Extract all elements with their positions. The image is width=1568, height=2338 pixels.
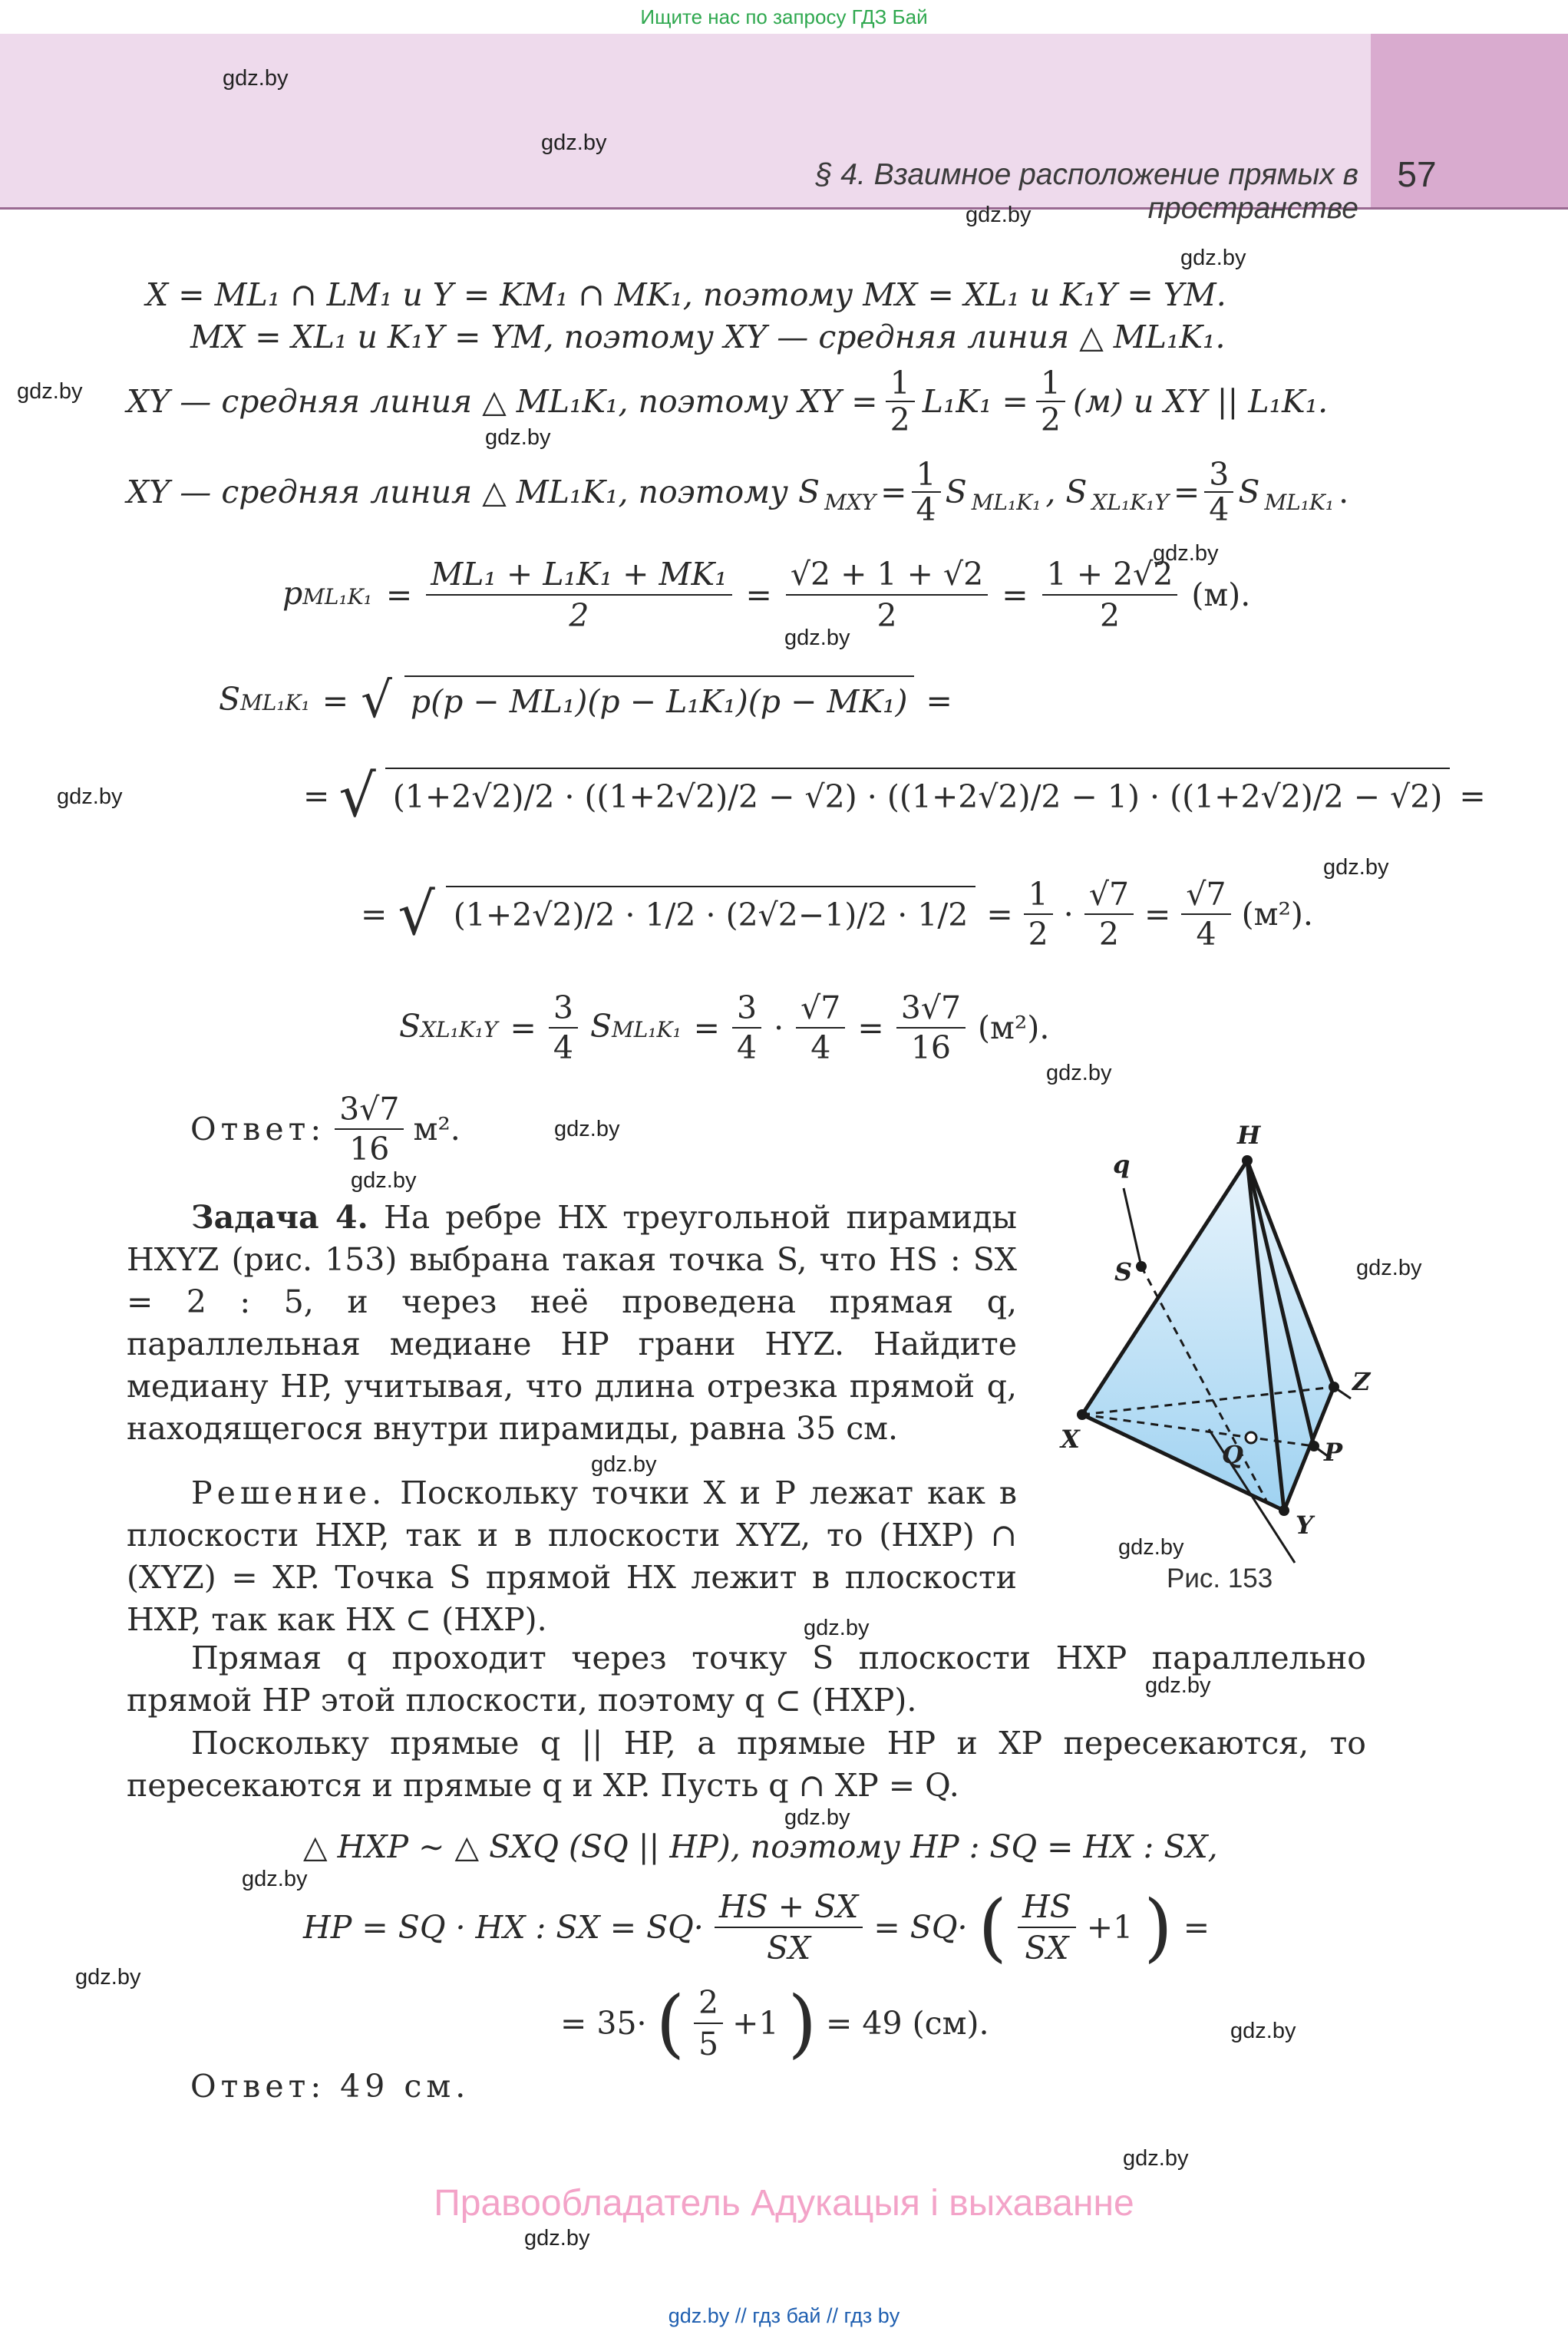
- fraction-sqrt7-half: [1084, 875, 1134, 953]
- fraction-quarter: [912, 457, 941, 527]
- fraction-den: 5: [698, 2026, 719, 2062]
- fraction-den: 16: [349, 1131, 390, 1167]
- watermark: gdz.by: [485, 425, 551, 450]
- fraction-three-quarters: [549, 989, 578, 1067]
- watermark: gdz.by: [966, 203, 1032, 227]
- task-4: [127, 1197, 1017, 1450]
- s-label: S: [589, 1007, 612, 1045]
- label-s: S: [1114, 1257, 1133, 1286]
- point-z: [1329, 1382, 1339, 1392]
- watermark: gdz.by: [804, 1616, 870, 1640]
- watermark: gdz.by: [242, 1867, 308, 1891]
- fraction-den: SX: [1025, 1930, 1069, 1966]
- watermark: gdz.by: [1145, 1673, 1211, 1698]
- watermark: gdz.by: [784, 1805, 850, 1830]
- label-y: Y: [1296, 1511, 1313, 1540]
- unit-m2: (м²).: [978, 1009, 1050, 1046]
- watermark: gdz.by: [1356, 1256, 1422, 1280]
- p-num: ML₁ + L₁K₁ + MK₁: [426, 554, 731, 596]
- fraction-result: [896, 989, 966, 1067]
- line4-sub: ML₁K₁: [971, 490, 1041, 515]
- fraction-den: SX: [766, 1930, 811, 1966]
- fraction-den: 4: [916, 491, 936, 528]
- figure-caption: Рис. 153: [1167, 1564, 1273, 1593]
- fraction-den: 2: [1028, 916, 1048, 953]
- line3-text-c: (м) и XY || L₁K₁.: [1072, 383, 1329, 420]
- watermark: gdz.by: [223, 66, 289, 91]
- answer-label: Ответ:: [190, 1111, 326, 1148]
- eq2-result: = 49 (см).: [826, 2005, 989, 2042]
- fraction-num: 1: [1036, 365, 1065, 402]
- heron-radicand-2: (1+2√2)/2 · ((1+2√2)/2 − √2) · ((1+2√2)/2 − 1) · ((1+2√2)/2 − √2): [385, 768, 1451, 824]
- fraction-den: 4: [553, 1029, 573, 1066]
- fraction-den: 2: [1098, 916, 1119, 953]
- fraction-den: 4: [810, 1029, 831, 1066]
- text-line-4: XY — средняя линия △ ML₁K₁, поэтому S MXY = $\frac{1}{4}$ S ML₁K₁ , S XL₁K₁Y = $\frac{3}{4}$ S ML₁K₁ .: [127, 456, 1349, 528]
- fraction-den: 4: [1196, 916, 1216, 953]
- fraction-half: [1024, 875, 1053, 953]
- watermark: gdz.by: [541, 130, 607, 155]
- pyramid-figure: [1059, 1113, 1443, 1574]
- line-q-outer: [1124, 1188, 1141, 1266]
- answer-2: Ответ: 49 см.: [190, 2068, 470, 2105]
- watermark: gdz.by: [1046, 1061, 1112, 1085]
- fraction-num: 3: [1204, 457, 1233, 493]
- line3-text-a: XY — средняя линия △ ML₁K₁, поэтому XY =: [127, 383, 878, 420]
- p-num-2: √2 + 1 + √2: [786, 554, 988, 596]
- fraction-three-quarters: [1204, 457, 1233, 527]
- page-number: 57: [1397, 154, 1437, 194]
- fraction-num: 1: [886, 365, 915, 402]
- label-h: H: [1237, 1121, 1261, 1150]
- line3-text-b: L₁K₁ =: [922, 383, 1028, 420]
- solution-p3: Поскольку прямые q || HP, а прямые HP и XP пересекаются, то пересекаются и прямые q и XP. Пусть q ∩ XP = Q.: [127, 1725, 1366, 1804]
- chapter-title: § 4. Взаимное расположение прямых в пространстве: [815, 158, 1358, 225]
- watermark: gdz.by: [1180, 246, 1246, 270]
- point-x: [1077, 1409, 1088, 1420]
- fraction-den: 16: [910, 1029, 951, 1066]
- p-label: p: [282, 574, 303, 612]
- answer-unit: м².: [413, 1111, 460, 1148]
- fraction-num: √7: [1181, 875, 1230, 915]
- label-x: X: [1061, 1425, 1080, 1454]
- p-den: 2: [569, 597, 589, 634]
- fraction-num: 1: [912, 457, 941, 493]
- fraction-num: 1: [1024, 875, 1053, 915]
- fraction-num: 3√7: [335, 1090, 404, 1130]
- equation-result: = 35· ( $\frac{2}{5}$ +1 ) = 49 (см).: [560, 1980, 989, 2066]
- solution-heading: Решение.: [191, 1474, 387, 1511]
- point-q: [1246, 1432, 1256, 1443]
- label-q: q: [1113, 1150, 1131, 1179]
- unit-meters: (м).: [1191, 576, 1251, 613]
- text-line-3: [127, 365, 1328, 438]
- fraction-num: HS + SX: [715, 1887, 863, 1928]
- fraction-num: 3√7: [896, 989, 966, 1029]
- p-fraction: [426, 554, 731, 636]
- watermark: gdz.by: [17, 379, 83, 404]
- watermark: gdz.by: [1323, 855, 1389, 880]
- fraction-num: √7: [1084, 875, 1134, 915]
- line4-text-e: , S: [1045, 474, 1088, 510]
- point-p: [1309, 1441, 1319, 1451]
- fraction-den: 4: [737, 1029, 758, 1066]
- formula-semiperimeter: pML₁K₁ = $\frac{\text{ML₁ + L₁K₁ + MK₁}}{2}$ = $\frac{√2 + 1 + √2}{2}$ = $\frac{1 + 2√2}{2}$ (м).: [282, 556, 1251, 634]
- fraction-den: 2: [1040, 401, 1061, 438]
- eq1-ratio: [1018, 1887, 1076, 1968]
- p-num-3: 1 + 2√2: [1042, 554, 1178, 596]
- label-q-point: Q: [1222, 1440, 1243, 1469]
- text-line-2: MX = XL₁ и K₁Y = YM, поэтому XY — средняя линия △ ML₁K₁.: [190, 319, 1226, 355]
- p-sub: ML₁K₁: [302, 583, 372, 609]
- label-p: P: [1324, 1438, 1343, 1467]
- watermark: gdz.by: [524, 2226, 590, 2250]
- p-fraction-3: [1042, 554, 1178, 636]
- line4-sub: ML₁K₁: [1264, 490, 1335, 515]
- solution-p2: Прямая q проходит через точку S плоскости HXP параллельно прямой HP этой плоскости, поэтому q ⊂ (HXP).: [127, 1640, 1366, 1719]
- label-z: Z: [1352, 1367, 1371, 1396]
- task-text: На ребре HX треугольной пирамиды HXYZ (рис. 153) выбрана такая точка S, что HS : SX = 2 : 5, и через неё проведена прямая q, параллельная медиане HP грани HYZ. Найдите медиану HP, учитывая, что длина отрезка прямой q, находящегося внутри пирамиды, равна 35 см.: [127, 1199, 1017, 1447]
- footer-links[interactable]: gdz.by // гдз бай // гдз by: [668, 2304, 900, 2327]
- fraction-den: 4: [1209, 491, 1230, 528]
- s-sub: ML₁K₁: [240, 689, 310, 715]
- unit-m2: (м²).: [1241, 896, 1313, 933]
- eq2-text-a: = 35·: [560, 2005, 647, 2042]
- answer-1: [190, 1090, 460, 1168]
- similarity-line: △ HXP ∼ △ SXQ (SQ || HP), поэтому HP : SQ = HX : SX,: [303, 1828, 1218, 1865]
- formula-area-result: SXL₁K₁Y = $\frac{3}{4}$ SML₁K₁ = $\frac{3}{4}$ · $\frac{√7}{4}$ = $\frac{3√7}{16}$ (м²).: [399, 989, 1050, 1066]
- watermark: gdz.by: [1153, 541, 1219, 566]
- watermark: gdz.by: [591, 1452, 657, 1477]
- formula-heron-1: SML₁K₁ = √ p(p − ML₁)(p − L₁K₁)(p − MK₁) =: [219, 672, 952, 729]
- fraction-num: √7: [796, 989, 845, 1029]
- fraction-num: 2: [694, 1983, 723, 2024]
- copyright-notice: Правообладатель Адукацыя і выхаванне: [434, 2183, 1134, 2224]
- equation-hp: HP = SQ · HX : SX = SQ· $\frac{HS + SX}{SX}$ = SQ· ( $\frac{HS}{SX}$ +1 ) =: [303, 1884, 1210, 1970]
- fraction-num: HS: [1018, 1887, 1076, 1928]
- line4-sub: XL₁K₁Y: [1091, 490, 1169, 515]
- eq1-text-b: = SQ·: [873, 1909, 968, 1946]
- point-y: [1279, 1505, 1289, 1516]
- fraction-den: 2: [890, 401, 910, 438]
- eq1-text-a: HP = SQ · HX : SX = SQ·: [303, 1909, 704, 1946]
- watermark: gdz.by: [351, 1168, 417, 1193]
- watermark: gdz.by: [75, 1965, 141, 1990]
- p-den-3: 2: [1099, 597, 1121, 634]
- s-label: S: [219, 680, 241, 718]
- top-banner: Ищите нас по запросу ГДЗ Бай: [640, 5, 928, 28]
- fraction-three-quarters: [732, 989, 761, 1067]
- fraction-half: [1036, 365, 1065, 438]
- heron-radicand: p(p − ML₁)(p − L₁K₁)(p − MK₁): [404, 675, 914, 726]
- eq1-equals: =: [1183, 1909, 1210, 1946]
- line4-text-a: XY — средняя линия △ ML₁K₁, поэтому S: [127, 474, 820, 510]
- answer-fraction: [335, 1090, 404, 1168]
- fraction-sqrt7-quarter: [1181, 875, 1230, 953]
- watermark: gdz.by: [784, 626, 850, 650]
- task-heading: Задача 4.: [191, 1199, 368, 1236]
- line4-s: S: [1238, 474, 1260, 510]
- line4-s: S: [945, 474, 967, 510]
- eq1-plus-one: +1: [1086, 1909, 1134, 1946]
- solution-text-1: Поскольку точки X и P лежат как в плоскости HXP, так и в плоскости XYZ, то (HXP) ∩ (XYZ) = XP. Точка S прямой HX лежит в плоскости HXP, так как HX ⊂ (HXP).: [127, 1474, 1017, 1638]
- fraction-num: 3: [549, 989, 578, 1029]
- eq1-fraction: [715, 1887, 863, 1968]
- point-h: [1242, 1155, 1253, 1166]
- formula-heron-2: = √ (1+2√2)/2 · ((1+2√2)/2 − √2) · ((1+2√2)/2 − 1) · ((1+2√2)/2 − √2) =: [303, 761, 1486, 830]
- p-den-2: 2: [876, 597, 897, 634]
- fraction-sqrt7-quarter: [796, 989, 845, 1067]
- fraction-half: [886, 365, 915, 438]
- eq2-fraction: [694, 1983, 723, 2064]
- s-sub: ML₁K₁: [612, 1016, 682, 1042]
- watermark: gdz.by: [1230, 2019, 1296, 2043]
- pyramid-fill: [1082, 1161, 1334, 1511]
- watermark: gdz.by: [1123, 2146, 1189, 2171]
- watermark: gdz.by: [57, 784, 123, 809]
- sx-sub: XL₁K₁Y: [421, 1016, 498, 1042]
- heron-radicand-3: (1+2√2)/2 · 1/2 · (2√2−1)/2 · 1/2: [446, 886, 976, 943]
- watermark: gdz.by: [554, 1117, 620, 1141]
- eq2-plus-one: +1: [732, 2005, 779, 2042]
- point-s: [1136, 1261, 1147, 1272]
- line4-sub: MXY: [824, 490, 876, 515]
- watermark: gdz.by: [1118, 1535, 1184, 1560]
- p-fraction-2: [786, 554, 988, 636]
- formula-heron-3: = √ (1+2√2)/2 · 1/2 · (2√2−1)/2 · 1/2 = $\frac{1}{2}$ · $\frac{√7}{2}$ = $\frac{√7}{4}$ (м²).: [361, 876, 1313, 953]
- sx-label: S: [399, 1007, 421, 1045]
- solution-p1: [127, 1472, 1017, 1641]
- text-line-1: X = ML₁ ∩ LM₁ и Y = KM₁ ∩ MK₁, поэтому MX = XL₁ и K₁Y = YM.: [146, 276, 1226, 313]
- fraction-num: 3: [732, 989, 761, 1029]
